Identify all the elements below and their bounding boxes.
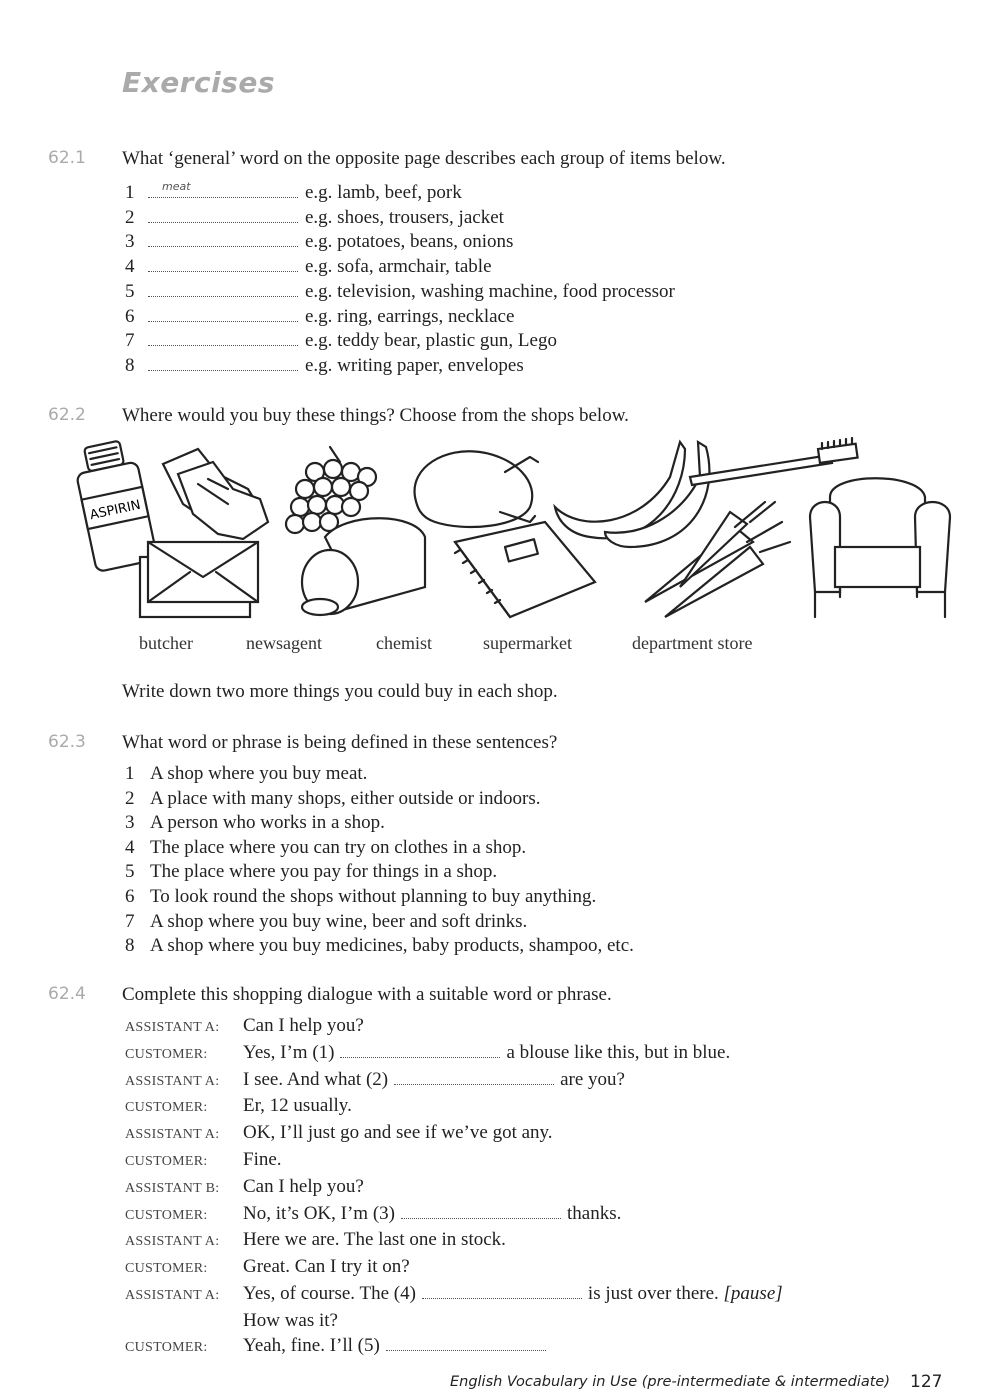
list-item [125, 860, 634, 885]
item-number: 2 [125, 787, 135, 809]
aspirin-label: ASPIRIN [88, 497, 142, 524]
item-number: 4 [125, 836, 135, 858]
chicken-icon [415, 451, 538, 527]
dialogue-text: I see. And what (2) [243, 1068, 389, 1090]
list-item [125, 230, 675, 255]
answer-blank[interactable] [394, 1070, 554, 1085]
item-number: 8 [125, 935, 135, 957]
dialogue-text: Can I help you? [243, 1015, 364, 1036]
dialogue-line [125, 1068, 783, 1095]
item-examples: e.g. television, washing machine, food processor [305, 280, 675, 302]
dialogue-text: Here we are. The last one in stock. [243, 1229, 506, 1251]
speaker-label: ASSISTANT A: [125, 1020, 220, 1035]
item-number: 4 [125, 256, 135, 278]
speaker-label: CUSTOMER: [125, 1261, 208, 1277]
speaker-label: CUSTOMER: [125, 1153, 208, 1169]
answer-blank[interactable] [148, 208, 298, 223]
dialogue-text: Yes, I’m (1) [243, 1041, 335, 1063]
bananas-icon [555, 442, 709, 547]
gloves-icon [163, 449, 268, 539]
exercise-number: 62.1 [48, 148, 86, 168]
dialogue-text: Yes, of course. The (4) [243, 1282, 416, 1304]
item-number: 3 [125, 812, 135, 834]
item-examples: e.g. writing paper, envelopes [305, 354, 524, 376]
dialogue-line [125, 1202, 783, 1229]
dialogue-line [125, 1121, 783, 1148]
definition-text: To look round the shops without planning to buy anything. [150, 885, 597, 907]
list-item [125, 305, 675, 330]
dialogue-text: Er, 12 usually. [243, 1095, 352, 1117]
exercise-number: 62.4 [48, 984, 86, 1004]
speaker-label: ASSISTANT A: [125, 1073, 220, 1089]
aspirin-bottle-icon [71, 438, 157, 572]
answer-blank[interactable] [422, 1284, 582, 1299]
list-item [125, 255, 675, 280]
list-item [125, 885, 634, 910]
shop-option: supermarket [483, 633, 572, 653]
item-examples: e.g. teddy bear, plastic gun, Lego [305, 330, 557, 352]
shop-option: newsagent [246, 633, 322, 653]
shopping-dialogue [125, 1014, 783, 1360]
item-number: 6 [125, 305, 135, 327]
bread-loaf-icon [302, 518, 425, 615]
answer-blank[interactable] [340, 1043, 500, 1058]
shopping-items-illustration [70, 432, 970, 622]
dialogue-line [125, 1282, 783, 1309]
list-item [125, 280, 675, 305]
answer-blank[interactable] [401, 1204, 561, 1219]
item-number: 8 [125, 354, 135, 376]
toothbrush-icon [690, 438, 858, 485]
speaker-label: ASSISTANT A: [125, 1287, 220, 1303]
item-number: 5 [125, 861, 135, 883]
dialogue-text: No, it’s OK, I’m (3) [243, 1202, 395, 1224]
shop-option: chemist [376, 633, 432, 653]
dialogue-text: OK, I’ll just go and see if we’ve got any. [243, 1122, 553, 1144]
dialogue-text: Fine. [243, 1148, 282, 1170]
list-item [125, 762, 634, 787]
envelopes-icon [140, 542, 258, 617]
dialogue-line [125, 1014, 783, 1041]
dialogue-text: a blouse like this, but in blue. [506, 1041, 731, 1063]
speaker-label: ASSISTANT A: [125, 1234, 220, 1250]
answer-blank[interactable] [148, 232, 298, 247]
item-examples: e.g. sofa, armchair, table [305, 256, 492, 278]
list-item [125, 329, 675, 354]
exercise-62-3-list [125, 762, 634, 959]
item-number: 6 [125, 885, 135, 907]
item-number: 1 [125, 182, 135, 203]
list-item [125, 811, 634, 836]
list-item [125, 934, 634, 959]
exercise-instruction: What word or phrase is being defined in these sentences? [122, 732, 558, 753]
item-number: 2 [125, 206, 135, 228]
definition-text: A shop where you buy medicines, baby products, shampoo, etc. [150, 935, 634, 957]
definition-text: The place where you pay for things in a shop. [150, 861, 498, 883]
dialogue-text: are you? [560, 1068, 625, 1090]
item-examples: e.g. shoes, trousers, jacket [305, 206, 504, 228]
list-item [125, 206, 675, 231]
exercise-instruction: What ‘general’ word on the opposite page describes each group of items below. [122, 148, 726, 169]
answer-blank[interactable] [386, 1336, 546, 1351]
dialogue-text: Yeah, fine. I’ll (5) [243, 1334, 380, 1356]
dialogue-line [125, 1148, 783, 1175]
speaker-label: ASSISTANT A: [125, 1127, 220, 1143]
answer-blank[interactable] [148, 180, 298, 198]
list-item [125, 787, 634, 812]
list-item [125, 181, 675, 206]
dialogue-line [125, 1175, 783, 1202]
exercise-62-1-list [125, 181, 675, 379]
speaker-label: CUSTOMER: [125, 1339, 208, 1355]
speaker-label: CUSTOMER: [125, 1046, 208, 1062]
answer-blank[interactable] [148, 331, 298, 346]
definition-text: A person who works in a shop. [150, 812, 385, 834]
definition-text: A shop where you buy meat. [150, 763, 368, 784]
shop-option: department store [632, 633, 753, 653]
dialogue-line [125, 1094, 783, 1121]
definition-text: A shop where you buy wine, beer and soft drinks. [150, 910, 528, 932]
dialogue-text: thanks. [566, 1202, 622, 1224]
list-item [125, 910, 634, 935]
notebook-icon [455, 522, 595, 617]
dialogue-text: is just over there. [pause] [587, 1282, 783, 1304]
item-number: 5 [125, 280, 135, 302]
dialogue-line [125, 1334, 783, 1361]
page-title: Exercises [122, 66, 276, 99]
definition-text: The place where you can try on clothes in a shop. [150, 836, 527, 858]
answer-blank[interactable] [148, 307, 298, 322]
item-number: 1 [125, 763, 135, 784]
dialogue-text: Can I help you? [243, 1175, 364, 1197]
book-title-footer: English Vocabulary in Use (pre-intermediate & intermediate) [449, 1374, 890, 1390]
armchair-icon [810, 478, 950, 617]
exercise-instruction: Where would you buy these things? Choose from the shops below. [122, 405, 629, 426]
answer-blank[interactable] [148, 356, 298, 371]
dialogue-line [125, 1255, 783, 1282]
item-examples: e.g. lamb, beef, pork [305, 182, 462, 203]
definition-text: A place with many shops, either outside or indoors. [150, 787, 541, 809]
exercise-instruction: Complete this shopping dialogue with a suitable word or phrase. [122, 984, 612, 1005]
dialogue-text: How was it? [243, 1309, 338, 1331]
speaker-label: CUSTOMER: [125, 1207, 208, 1223]
item-number: 3 [125, 231, 135, 253]
stage-direction: [pause] [723, 1282, 783, 1304]
list-item [125, 354, 675, 379]
item-examples: e.g. potatoes, beans, onions [305, 231, 514, 253]
exercise-number: 62.2 [48, 405, 86, 425]
dialogue-text: Great. Can I try it on? [243, 1256, 410, 1278]
shop-option: butcher [139, 633, 193, 653]
exercise-number: 62.3 [48, 732, 86, 752]
item-number: 7 [125, 330, 135, 352]
dialogue-line [125, 1041, 783, 1068]
answer-blank[interactable] [148, 282, 298, 297]
answer-blank[interactable] [148, 257, 298, 272]
speaker-label: ASSISTANT B: [125, 1180, 220, 1196]
item-examples: e.g. ring, earrings, necklace [305, 305, 515, 327]
speaker-label: CUSTOMER: [125, 1100, 208, 1116]
list-item [125, 836, 634, 861]
exercise-followup: Write down two more things you could buy in each shop. [122, 681, 558, 702]
dialogue-line [125, 1309, 783, 1334]
page-number: 127 [910, 1372, 943, 1392]
dialogue-line [125, 1228, 783, 1255]
item-number: 7 [125, 910, 135, 932]
handwritten-answer[interactable]: meat [162, 180, 191, 193]
